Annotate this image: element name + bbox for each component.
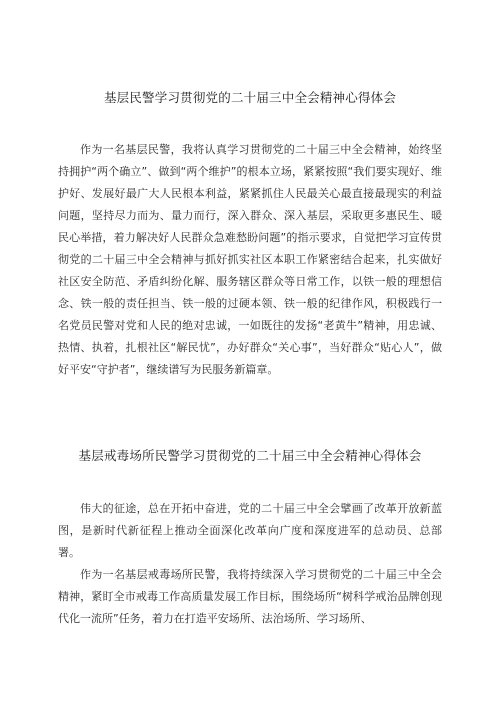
- section-1-paragraph: 作为一名基层民警，我将认真学习贯彻党的二十届三中全会精神，始终坚持拥护“两个确立”、做到“两个维护”的根本立场，紧紧按照“我们要实现好、维护好、发展好最广大人民根本利益，紧紧抓住人民最关心最直接最现实的利益问题，坚持尽力而为、量力而行，深入群众、深入基层，采取更多惠民生、暖民心举措，着力解决好人民群众急难愁盼问题”的指示要求，自觉把学习宣传贯彻党的二十届三中全会精神与抓好抓实社区本职工作紧密结合起来，扎实做好社区安全防范、矛盾纠纷化解、服务辖区群众等日常工作，以铁一般的理想信念、铁一般的责任担当、铁一般的过硬本领、铁一般的纪律作风，积极践行一名党员民警对党和人民的绝对忠诚，一如既往的发扬“老黄牛”精神，用忠诚、热情、执着，扎根社区“解民忧”，办好群众“关心事”，当好群众“贴心人”，做好平安“守护者”，继续谱写为民服务新篇章。: [58, 143, 442, 376]
- section-2-paragraph: 作为一名基层戒毒场所民警，我将持续深入学习贯彻党的二十届三中全会精神，紧盯全市戒毒工作高质量发展工作目标，围绕场所“树科学戒治品牌创现代化一流所”任务，着力在打造平安场所、法治场所、学习场所、: [58, 568, 442, 625]
- section-2-paragraph: 伟大的征途，总在开拓中奋进，党的二十届三中全会擘画了改革开放新蓝图，是新时代新征程上推动全面深化改革向广度和深度进军的总动员、总部署。: [58, 502, 442, 559]
- section-2-body: [58, 498, 442, 630]
- section-1-body: [58, 139, 442, 381]
- section-2-title: 基层戒毒场所民警学习贯彻党的二十届三中全会精神心得体会: [78, 448, 422, 463]
- section-1-title: 基层民警学习贯彻党的二十届三中全会精神心得体会: [103, 90, 397, 105]
